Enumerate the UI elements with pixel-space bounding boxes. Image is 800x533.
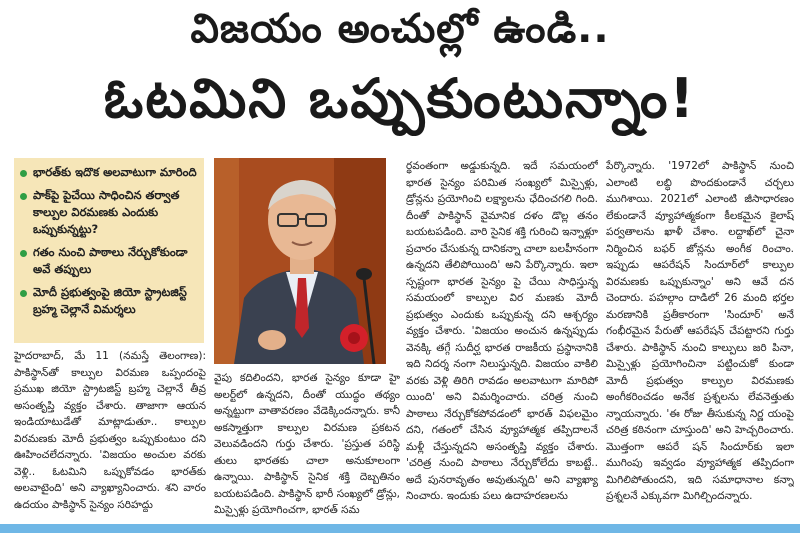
highlight-text: భారత్‌కు ఇదొక అలవాటుగా మారింది [33, 165, 197, 179]
highlight-item [20, 164, 198, 181]
highlight-text: గతం నుంచి పాఠాలు నేర్చుకోకుండా అవే తప్పులు [33, 245, 188, 276]
bullet-icon [20, 170, 27, 177]
headline-line-2: ఓటమిని ఒప్పుకుంటున్నాం! [103, 67, 697, 130]
bullet-icon [20, 193, 27, 200]
highlight-item [20, 284, 198, 318]
bullet-icon [20, 250, 27, 257]
highlight-text: పాక్‌పై పైచేయి సాధించిన తర్వాత కాల్పుల విరమణకు ఎందుకు ఒప్పుకున్నట్టు? [33, 188, 180, 236]
article-column-1: హైదరాబాద్, మే 11 (నమస్తే తెలంగాణ): పాకిస్థాన్‌తో కాల్పుల విరమణ ఒప్పందంపై ప్రముఖ జియో స్ట్రాటజిస్ట్ బ్రహ్మ చెల్లానే తీవ్ర అసంతృప్తి వ్యక్తం చేశారు. తాజాగా ఆయన ఇండియాటుడేతో మాట్లాడుతూ.. కాల్పుల విరమణకు మోదీ ప్రభుత్వం ఒప్పుకుంటుం దని ఊహించలేదన్నారు. 'విజయం అంచుల వరకు వెళ్లి.. ఓటమిని ఒప్పుకోవడం భారత్‌కు అలవాటైంది' అని వ్యాఖ్యానించారు. శని వారం ఉదయం పాకిస్థాన్ సైన్యం సరిహద్దు [14, 350, 206, 511]
highlight-text: మోదీ ప్రభుత్వంపై జియో స్ట్రాటజిస్ట్ బ్రహ్మ చెల్లానే విమర్శలు [33, 285, 187, 316]
highlights-box [14, 158, 204, 343]
bottom-rule [0, 524, 800, 533]
article-column-4: పేర్కొన్నారు. '1972లో పాకిస్థాన్ నుంచి ఎలాంటి లబ్ధి పొందకుండానే చర్చలు ముగిశాయి. 2021లో ఎలాంటి జీసాధారణం లేకుండానే వ్యూహాత్మకంగా కీలకమైన కైలాష్ పర్వతాలను ఖాళీ చేశాం. లద్దాఖ్‌లో చైనా నిర్మించిన బఫర్ జోన్లను అంగీక రించాం. ఇప్పుడు ఆపరేషన్ సిందూర్‌లో కాల్పుల విరమణకు ఒప్పుకున్నాం' అని ఆవే దన చెందారు. పహల్గాం దాడిలో 26 మంది భర్తల మరణానికి ప్రతీకారంగా 'సిందూర్' అనే గంభీరమైన పేరుతో ఆపరేషన్ చేపట్టారని గుర్తు చేశారు. పాకిస్థాన్ నుంచి కాల్పులు జరి పినా, మిస్సైళ్లు ప్రయోగించినా పట్టించుకో కుండా మోదీ ప్రభుత్వం కాల్పుల విరమణకు అంగీకరించడం అనేక ప్రశ్నలను లేవనెత్తుతు న్నాయన్నారు. 'ఈ రోజు తీసుకున్న నిర్ణ యంపై చరిత్ర కఠినంగా చూస్తుంది' అని హెచ్చరించారు. మొత్తంగా ఆపరే షన్ సిందూర్‌కు ఇలా ముగింపు ఇవ్వడం వ్యూహాత్మక తప్పిదంగా మిగిలిపోతుందని, ఇది సమాధానాల కన్నా ప్రశ్నలనే ఎక్కువగా మిగిల్చిందన్నారు. [606, 160, 794, 502]
article-column-3: ర్థవంతంగా అడ్డుకున్నది. ఇదే సమయంలో భారత సైన్యం పరిమిత సంఖ్యలో మిస్సైళ్లు, డ్రోన్లను ప్రయోగించి లక్ష్యాలను ఛేదించగలి గింది. దీంతో పాకిస్థాన్ వైమానిక దళం డొల్ల తనం బయటపడింది. వారి సైనిక శక్తి గురించి ఇన్నాళ్లూ ప్రచారం చేసుకున్న దానికన్నా చాలా బలహీనంగా ఉన్నదని తేలిపోయింది' అని పేర్కొన్నారు. ఇలా స్పష్టంగా భారత సైన్యం పై చేయి సాధిస్తున్న సమయంలో కాల్పుల విర మణకు మోదీ ప్రభుత్వం ఎందుకు ఒప్పుకున్న దని ఆశ్చర్యం వ్యక్తం చేశారు. 'విజయం అంచున ఉన్నప్పుడు వెనక్కి తగ్గే సుదీర్ఘ భారత రాజకీయ ప్రస్థానానికి ఇది నిదర్శ నంగా నిలుస్తున్నది. విజయం వాకిలి వరకు వెళ్లి తిరిగి రావడం అలవాటుగా మారిపో యింది' అని విమర్శించారు. చరిత్ర నుంచి పాఠాలు నేర్చుకోకపోవడంలో భారత్ విఫలమైం దని, గతంలో చేసిన వ్యూహాత్మక తప్పిదాలనే మళ్లీ చేస్తున్నదని అసంతృప్తి వ్యక్తం చేశారు. 'చరిత్ర నుంచి పాఠాలు నేర్చుకోలేదు కాబట్టే.. అదే పునరావృతం అవుతున్నది' అని వ్యాఖ్యా నించారు. ఇందుకు పలు ఉదాహరణలను [406, 160, 598, 502]
bullet-icon [20, 290, 27, 297]
article-column-2: వైపు కదిలిందని, భారత సైన్యం కూడా హై అలర్ట్‌లో ఉన్నదని, దీంతో యుద్ధం తథ్యం అన్నట్టుగా వాతావరణం వేడెక్కిందన్నారు. కానీ అకస్మాత్తుగా కాల్పుల విరమణ ప్రకటన వెలువడిందని గుర్తు చేశారు. 'ప్రస్తుత పరిస్థి తులు భారతకు చాలా అనుకూలంగా ఉన్నాయి. పాకిస్థాన్ సైనిక శక్తి దెబ్బతినం బయటపడింది. పాకిస్థాన్ భారీ సంఖ్యలో డ్రోన్లు, మిస్సైళ్లు ప్రయోగించగా, భారత్ సమ [214, 372, 400, 516]
highlight-item [20, 244, 198, 278]
headline-line-1: విజయం అంచుల్లో ఉండి.. [190, 6, 610, 52]
speaker-illustration [214, 158, 386, 364]
speaker-photo [214, 158, 386, 364]
highlight-item [20, 187, 198, 238]
